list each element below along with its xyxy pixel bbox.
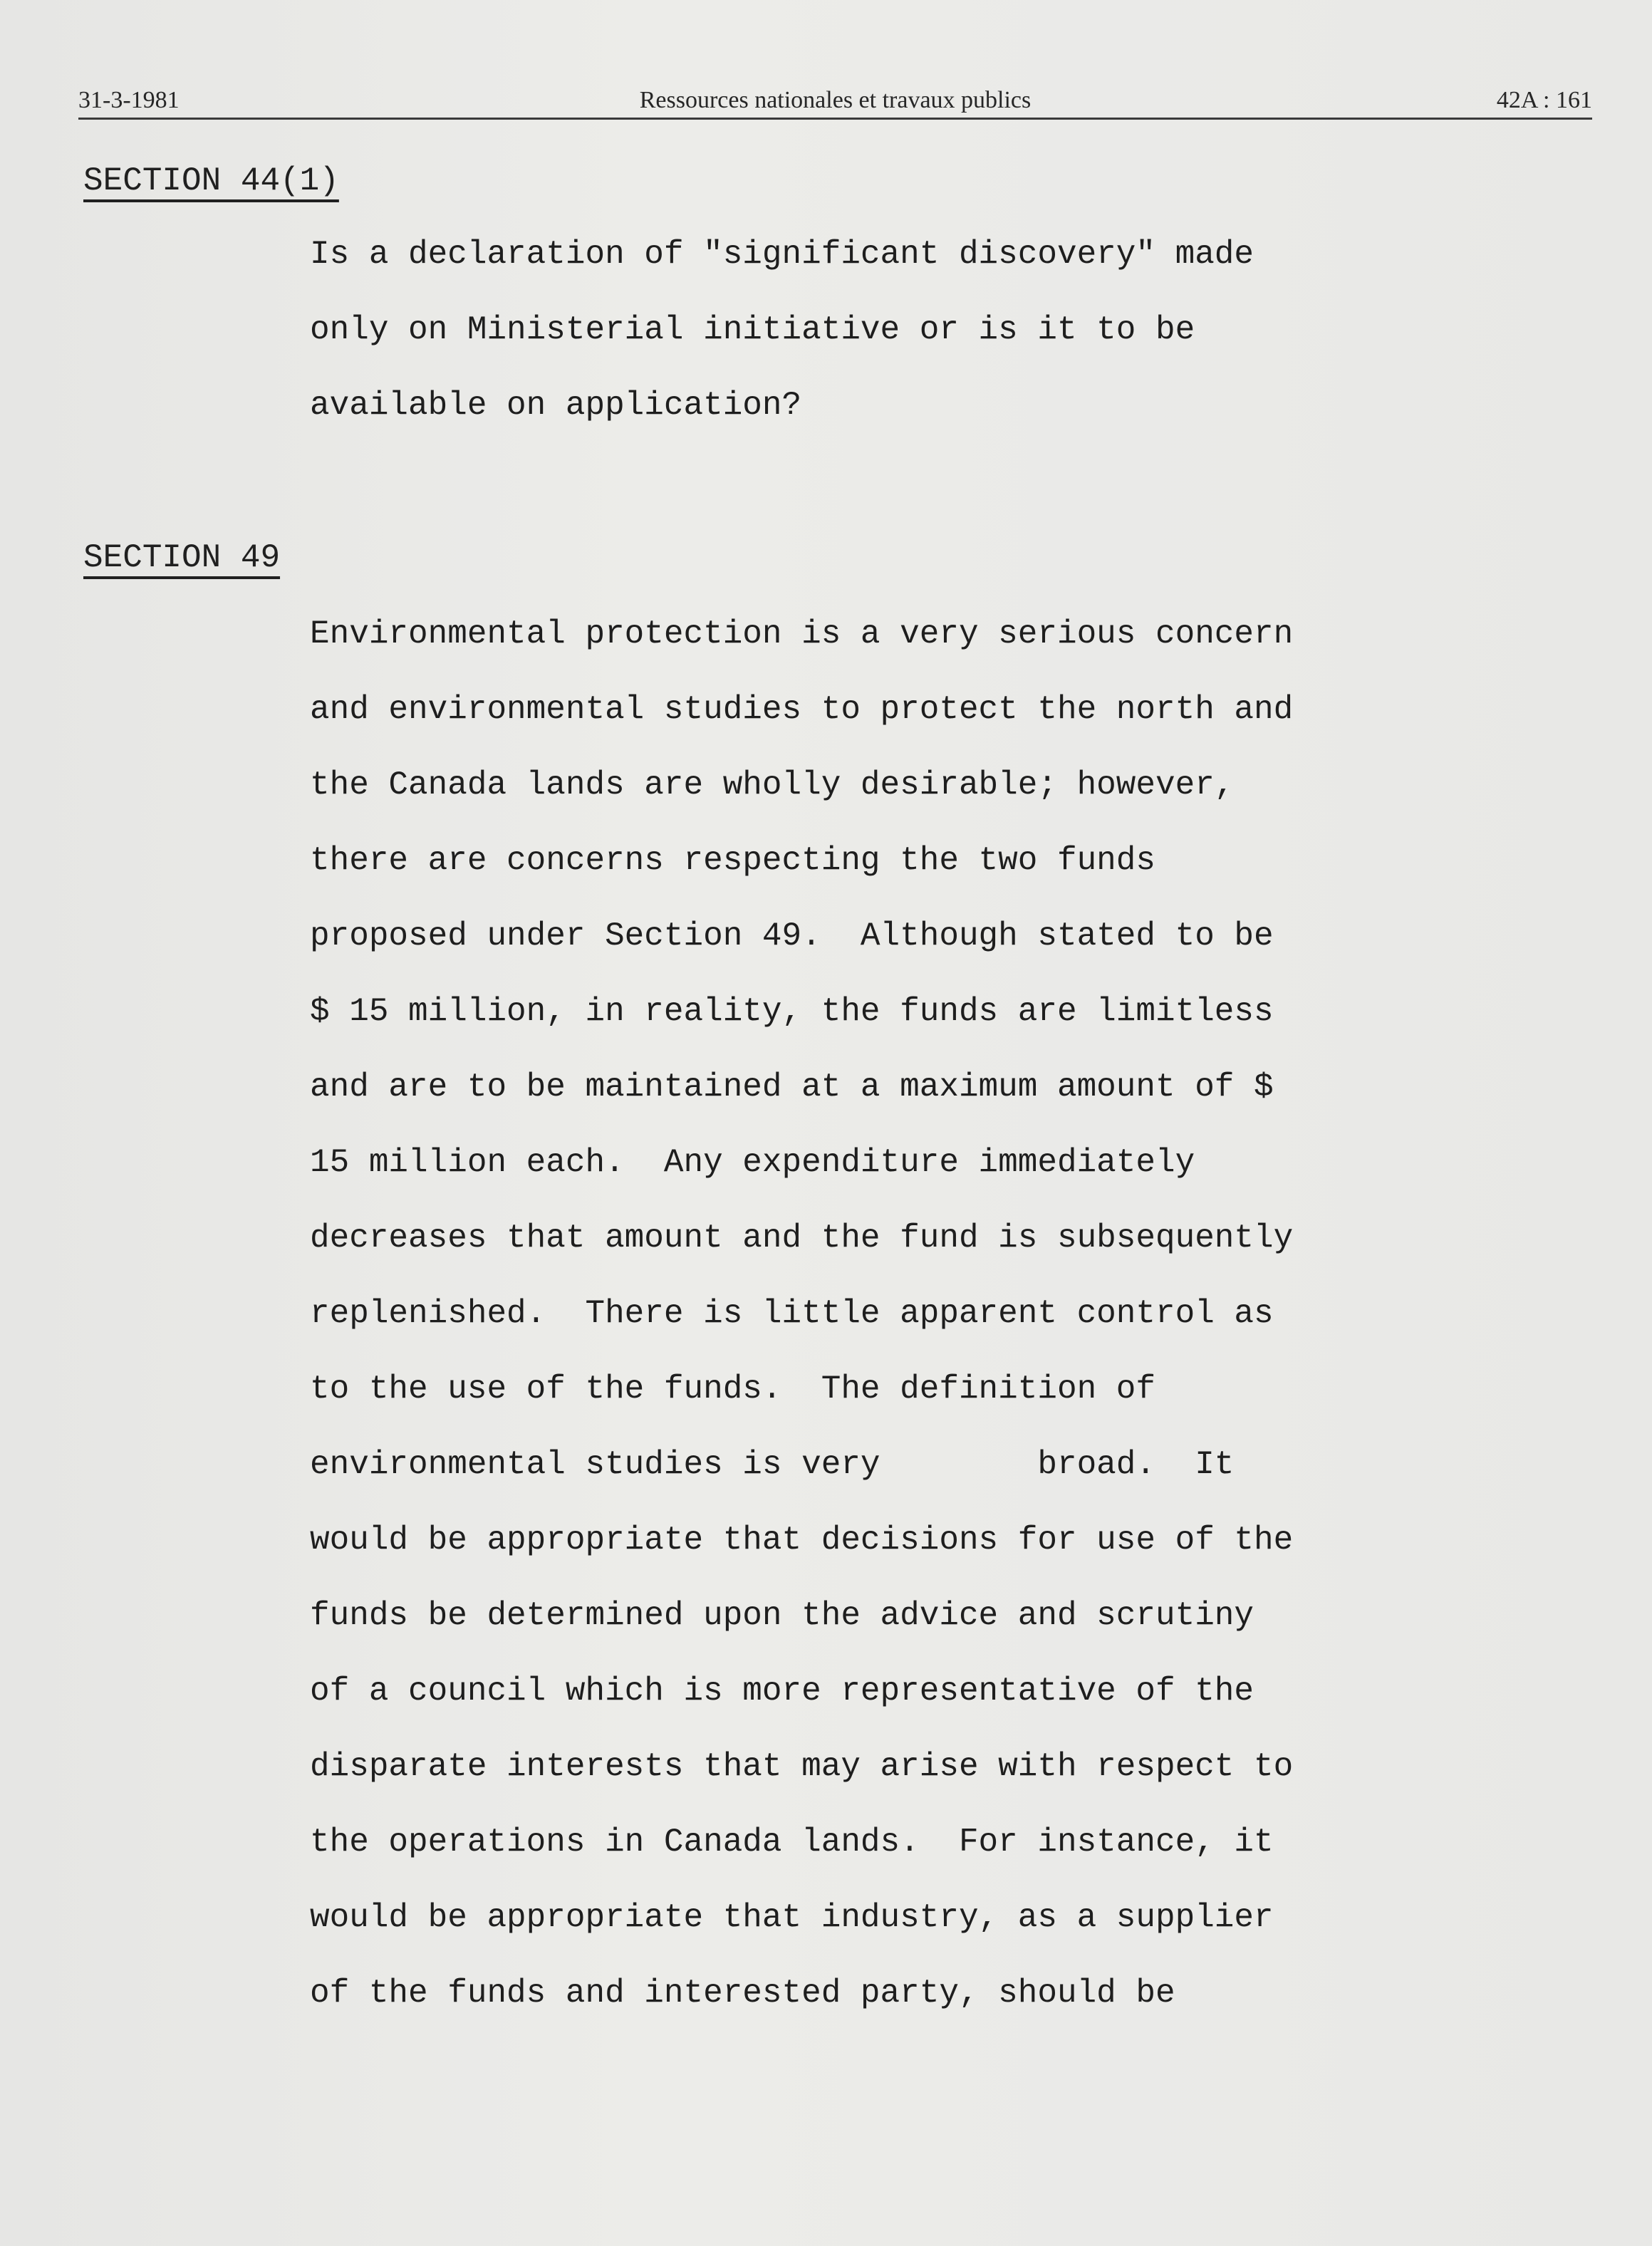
- text-line: the operations in Canada lands. For instance, it: [310, 1824, 1274, 1861]
- text-line: of the funds and interested party, should be: [310, 1975, 1175, 2012]
- section-body: [310, 596, 1293, 2031]
- text-line: would be appropriate that decisions for use of the: [310, 1522, 1294, 1559]
- text-line: Environmental protection is a very serious concern: [310, 615, 1294, 653]
- text-line: environmental studies is very broad. It: [310, 1446, 1235, 1483]
- text-line: available on application?: [310, 387, 802, 424]
- text-line: disparate interests that may arise with respect to: [310, 1748, 1294, 1785]
- text-line: and environmental studies to protect the north and: [310, 691, 1294, 728]
- text-line: Is a declaration of "significant discovery" made: [310, 236, 1254, 273]
- section-heading: SECTION 49: [83, 539, 281, 576]
- header-date: 31-3-1981: [78, 87, 180, 113]
- text-line: there are concerns respecting the two funds: [310, 842, 1155, 879]
- text-line: proposed under Section 49. Although stated to be: [310, 917, 1274, 955]
- text-line: 15 million each. Any expenditure immediately: [310, 1144, 1195, 1181]
- page-header: [78, 80, 1592, 120]
- text-line: of a council which is more representative of the: [310, 1673, 1254, 1710]
- text-line: funds be determined upon the advice and scrutiny: [310, 1597, 1254, 1634]
- text-line: decreases that amount and the fund is subsequently: [310, 1220, 1294, 1257]
- section-heading: SECTION 44(1): [83, 162, 339, 199]
- text-line: $ 15 million, in reality, the funds are limitless: [310, 993, 1274, 1030]
- header-rule: [78, 118, 1592, 120]
- text-line: the Canada lands are wholly desirable; however,: [310, 766, 1235, 804]
- text-line: would be appropriate that industry, as a supplier: [310, 1899, 1274, 1936]
- text-line: replenished. There is little apparent control as: [310, 1295, 1274, 1332]
- header-page-number: 42A : 161: [1496, 87, 1592, 113]
- section-body: [310, 217, 1254, 443]
- header-title: Ressources nationales et travaux publics: [639, 87, 1032, 113]
- text-line: to the use of the funds. The definition of: [310, 1371, 1155, 1408]
- text-line: only on Ministerial initiative or is it to be: [310, 311, 1195, 348]
- text-line: and are to be maintained at a maximum amount of $: [310, 1069, 1274, 1106]
